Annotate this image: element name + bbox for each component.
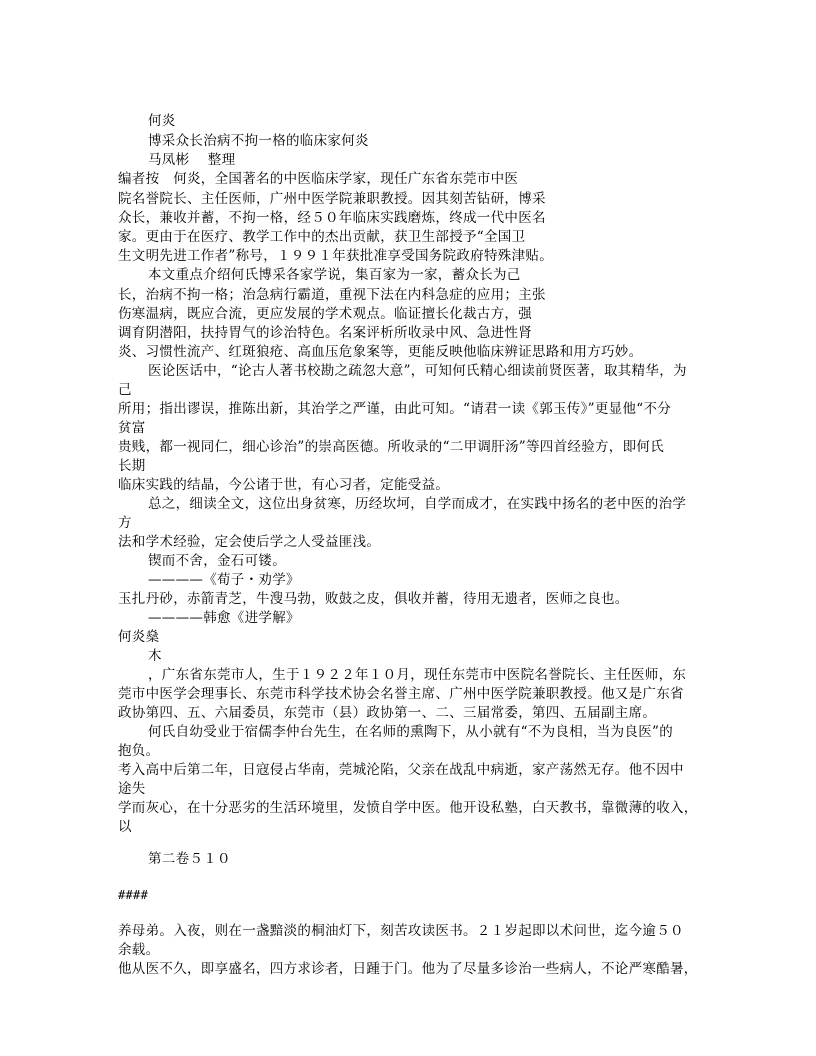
text-line: 生文明先进工作者”称号，１９９１年获批准享受国务院政府特殊津贴。 — [118, 248, 554, 264]
text-line: ，广东省东莞市人，生于１９２２年１０月，现任东莞市中医院名誉院长、主任医师，东 — [148, 667, 687, 683]
text-line: 何氏自幼受业于宿儒李仲台先生，在名师的熏陶下，从小就有“不为良相，当为良医”的 — [148, 724, 674, 740]
section-heading: 何炎燊 — [118, 629, 160, 645]
text-line: 法和学术经验，定会使后学之人受益匪浅。 — [118, 534, 381, 550]
text-line: 临床实践的结晶，今公诸于世，有心习者，定能受益。 — [118, 477, 450, 493]
text-line: 长期 — [118, 458, 146, 474]
page-footer: 第二卷５１０ — [148, 851, 231, 867]
quote-source: ————韩愈《进学解》 — [148, 610, 300, 626]
article-title: 博采众长治病不拘一格的临床家何炎 — [148, 133, 369, 149]
text-line: 医论医话中，“论古人著书校勘之疏忽大意”，可知何氏精心细读前贤医著，取其精华，为 — [148, 363, 687, 379]
text-line: 贵贱，都一视同仁，细心诊治”的崇高医德。所收录的“二甲调肝汤”等四首经验方，即何氏 — [118, 439, 665, 455]
editor-line: 马凤彬 整理 — [148, 152, 236, 168]
text-line: 养母弟。入夜，则在一盏黯淡的桐油灯下，刻苦攻读医书。２１岁起即以术问世，迄今逾５０ — [118, 923, 684, 939]
text-line: 众长，兼收并蓄，不拘一格，经５０年临床实践磨炼，终成一代中医名 — [118, 210, 546, 226]
text-line: 学而灰心，在十分恶劣的生活环境里，发愤自学中医。他开设私塾，白天教书，靠微薄的收入， — [118, 800, 698, 816]
text-line: 总之，细读全文，这位出身贫寒，历经坎坷，自学而成才，在实践中扬名的老中医的治学 — [148, 496, 687, 512]
quote-line: 玉扎丹砂，赤箭青芝，牛溲马勃，败鼓之皮，俱收并蓄，待用无遗者，医师之良也。 — [118, 591, 629, 607]
text-line: 以 — [118, 819, 132, 835]
text-line: 政协第四、五、六届委员，东莞市（县）政协第一、二、三届常委，第四、五届副主席。 — [118, 705, 657, 721]
text-line: 本文重点介绍何氏博采各家学说，集百家为一家，蓄众长为己 — [148, 267, 521, 283]
text-line: 伤寒温病，既应合流，更应发展的学术观点。临证擅长化裁古方，强 — [118, 306, 532, 322]
heading-author: 何炎 — [148, 113, 176, 129]
text-line: 长，治病不拘一格；治急病行霸道，重视下法在内科急症的应用；主张 — [118, 287, 546, 303]
text-line: 抱负。 — [118, 743, 160, 759]
text-line: 炎、习惯性流产、红斑狼疮、高血压危象案等，更能反映他临床辨证思路和用方巧妙。 — [118, 344, 643, 360]
text-line: 编者按 何炎，全国著名的中医临床学家，现任广东省东莞市中医 — [118, 171, 519, 187]
text-line: 莞市中医学会理事长、东莞市科学技术协会名誉主席、广州中医学院兼职教授。他又是广东省 — [118, 686, 684, 702]
text-line: 余载。 — [118, 942, 160, 958]
text-line: 途失 — [118, 781, 146, 797]
text-line: 木 — [148, 648, 162, 664]
text-line: 他从医不久，即享盛名，四方求诊者，日踵于门。他为了尽量多诊治一些病人，不论严寒酷暑， — [118, 961, 698, 977]
text-line: 调育阴潜阳，扶持胃气的诊治特色。名案评析所收录中风、急进性肾 — [118, 325, 532, 341]
text-line: 方 — [118, 515, 132, 531]
text-line: 己 — [118, 382, 132, 398]
quote-line: 锲而不舍，金石可镂。 — [148, 553, 286, 569]
text-line: 贫富 — [118, 420, 146, 436]
text-line: 院名誉院长、主任医师，广州中医学院兼职教授。因其刻苦钻研，博采 — [118, 191, 546, 207]
text-line: 所用；指出谬误，推陈出新，其治学之严谨，由此可知。“请君一读《郭玉传》”更显他“不分 — [118, 401, 672, 417]
text-line: 家。更由于在医疗、教学工作中的杰出贡献，获卫生部授予“全国卫 — [118, 229, 526, 245]
page-separator: #### — [118, 888, 149, 902]
quote-source: ————《荀子・劝学》 — [148, 572, 300, 588]
text-line: 考入高中后第二年，日寇侵占华南，莞城沦陷，父亲在战乱中病逝，家产荡然无存。他不因中 — [118, 762, 684, 778]
